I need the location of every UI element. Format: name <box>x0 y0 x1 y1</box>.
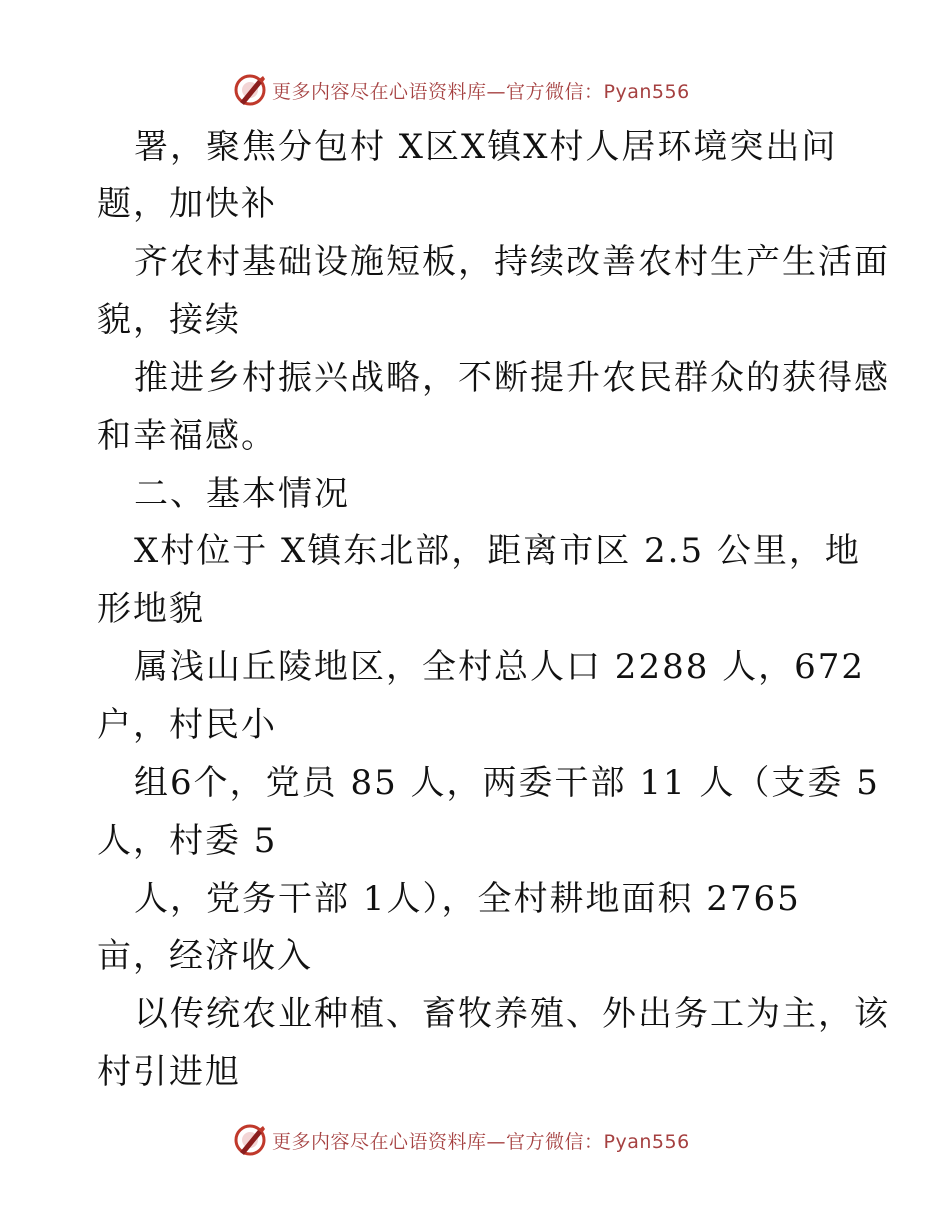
text-line: 属浅山丘陵地区，全村总人口 2288 人，672 <box>134 647 866 687</box>
text-line: 齐农村基础设施短板，持续改善农村生产生活面 <box>134 242 890 282</box>
watermark-text: 更多内容尽在心语资料库—官方微信：Pyan556 <box>272 1130 690 1153</box>
text-line: 人，村委 5 <box>97 821 278 861</box>
text-line: 亩，经济收入 <box>97 936 313 976</box>
section-heading: 二、基本情况 <box>134 474 350 514</box>
text-line: 形地貌 <box>97 589 205 629</box>
text-line: X村位于 X镇东北部，距离市区 2.5 公里，地 <box>134 531 861 571</box>
pen-logo-icon <box>232 1122 268 1158</box>
header-watermark <box>232 70 690 110</box>
text-line: 署，聚焦分包村 X区X镇X村人居环境突出问 <box>134 127 838 167</box>
footer-watermark <box>232 1120 690 1160</box>
text-line: 推进乡村振兴战略，不断提升农民群众的获得感 <box>134 358 890 398</box>
text-line: 貌，接续 <box>97 300 241 340</box>
text-line: 人，党务干部 1人），全村耕地面积 2765 <box>134 879 801 919</box>
watermark-text: 更多内容尽在心语资料库—官方微信：Pyan556 <box>272 80 690 103</box>
text-line: 以传统农业种植、畜牧养殖、外出务工为主，该 <box>134 994 890 1034</box>
text-line: 村引进旭 <box>97 1052 241 1092</box>
text-line: 户，村民小 <box>97 705 277 745</box>
text-line: 和幸福感。 <box>97 416 277 456</box>
text-line: 组6个，党员 85 人，两委干部 11 人（支委 5 <box>134 763 880 803</box>
text-line: 题，加快补 <box>97 184 277 224</box>
pen-logo-icon <box>232 72 268 108</box>
